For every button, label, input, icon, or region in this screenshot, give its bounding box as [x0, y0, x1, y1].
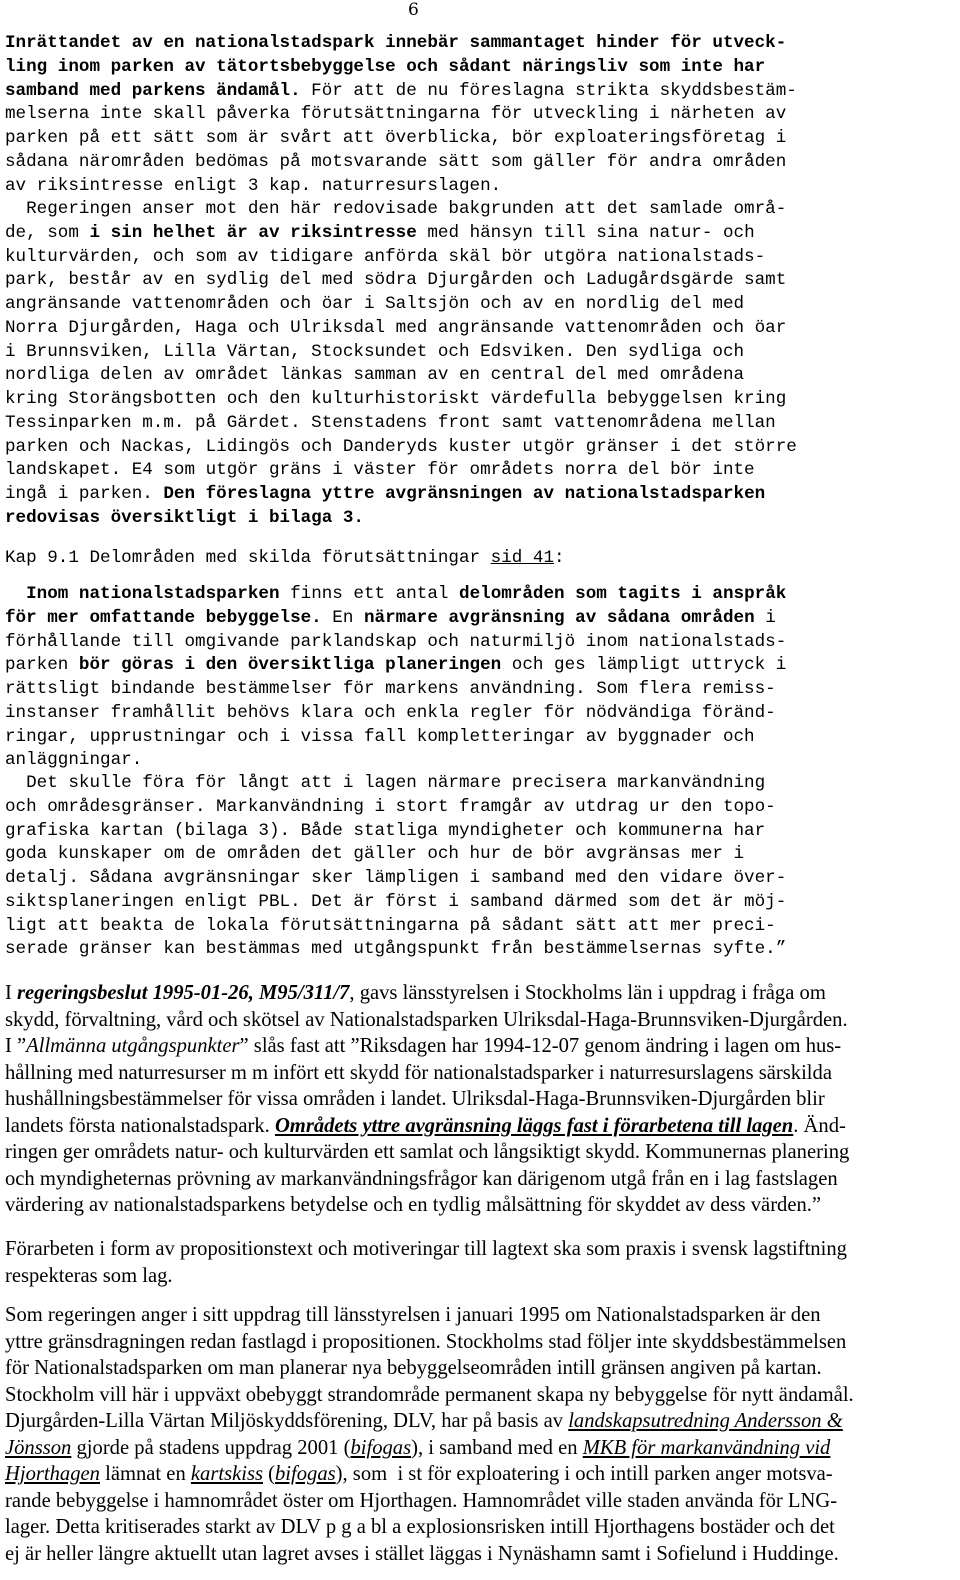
body-paragraph-2 [5, 1236, 955, 1289]
text-line: Stockholm vill här i uppväxt obebyggt strandområde permanent skapa ny bebyggelse för nytt ändamål. [5, 1383, 854, 1406]
text-line: Förarbeten i form av propositionstext och motiveringar till lagtext ska som praxis i svensk lagstiftning [5, 1238, 847, 1260]
text-line: angränsande vattenområden och öar i Saltsjön och av en nordlig del med [5, 294, 745, 314]
reference-mkb: Hjorthagen [5, 1463, 100, 1485]
quote-paragraph-1 [5, 32, 955, 198]
text-line: skydd, förvaltning, vård och skötsel av Nationalstadsparken Ulriksdal-Haga-Brunnsviken-Djurgården. [5, 1008, 848, 1031]
text-line: Kap 9.1 Delområden med skilda förutsättningar sid 41: [5, 548, 565, 568]
text-line: parken bör göras i den översiktliga planeringen och ges lämpligt uttryck i [5, 655, 787, 676]
text-line: ingå i parken. Den föreslagna yttre avgränsningen av nationalstadsparken [5, 484, 766, 504]
section-heading-kap [5, 547, 955, 571]
reference-mkb: MKB för markanvändning vid [582, 1436, 831, 1459]
text-line: hushållningsbestämmelser för vissa områden i landet. Ulriksdal-Haga-Brunnsviken-Djurgården blir [5, 1088, 825, 1110]
text-line: värdering av nationalstadsparkens betydelse och en tydlig målsättning för skyddet av dess värden.” [5, 1194, 822, 1216]
text-line: kulturvärden, och som av tidigare anförda skäl bör utgöra nationalstads- [5, 246, 766, 267]
text-line: landskapet. E4 som utgör gräns i väster för områdets norra del bör inte [5, 460, 755, 481]
text-line: Regeringen anser mot den här redovisade bakgrunden att det samlade områ- [5, 199, 787, 219]
text-line: de, som i sin helhet är av riksintresse med hänsyn till sina natur- och [5, 222, 755, 243]
text-line: siktsplaneringen enligt PBL. Det är först i samband därmed som det är möj- [5, 891, 787, 912]
text-line: och myndigheternas prövning av markanvändningsfrågor kan därigenom utgå från en i lag fastslagen [5, 1167, 838, 1190]
text-line: park, består av en sydlig del med södra Djurgården och Ladugårdsgärde samt [5, 270, 787, 291]
page-reference: sid 41 [490, 548, 555, 568]
text-line: Det skulle föra för långt att i lagen närmare precisera markanvändning [5, 773, 766, 793]
body-paragraph-3 [5, 1302, 955, 1567]
text-line: melserna inte skall påverka förutsättningarna för utveckling i närheten av [5, 104, 787, 125]
text-line: ringen ger områdets natur- och kulturvärden ett samlat och långsiktigt skydd. Kommunernas planering [5, 1141, 850, 1163]
text-line: Norra Djurgården, Haga och Ulriksdal med angränsande vattenområden och öar [5, 317, 787, 338]
text-line: respekteras som lag. [5, 1264, 173, 1287]
text-line: detalj. Sådana avgränsningar sker lämpligen i samband med den vidare över- [5, 868, 787, 888]
text-line: grafiska kartan (bilaga 3). Både statliga myndigheter och kommunerna har [5, 820, 766, 841]
text-line: landets första nationalstadspark. Områdets yttre avgränsning läggs fast i förarbetena till lagen. Änd- [5, 1114, 846, 1137]
text-line: nordliga delen av området länkas samman av en central del med områdena [5, 365, 745, 386]
reference-kartskiss: kartskiss [190, 1463, 263, 1485]
quote-paragraph-4 [5, 772, 955, 962]
text-line: samband med parkens ändamål. För att de nu föreslagna strikta skyddsbestäm- [5, 80, 797, 101]
text-line: Hjorthagen lämnat en kartskiss (bifogas), som i st för exploatering i och intill parken anger motsva- [5, 1463, 833, 1485]
text-line: yttre gränsdragningen redan fastlagd i propositionen. Stockholms stad följer inte skyddsbestämmelsen [5, 1330, 847, 1353]
text-line: parken och Nackas, Lidingös och Danderyds kuster utgör gränser i det större [5, 436, 797, 457]
text-line: serade gränser kan bestämmas med utgångspunkt från bestämmelsernas syfte.” [5, 939, 787, 960]
text-line: Som regeringen anger i sitt uppdrag till länsstyrelsen i januari 1995 om Nationalstadsparken är den [5, 1304, 821, 1326]
text-line: i Brunnsviken, Lilla Värtan, Stocksundet och Edsviken. Den sydliga och [5, 341, 745, 362]
text-line: och områdesgränser. Markanvändning i stort framgår av utdrag ur den topo- [5, 796, 776, 817]
text-line: Tessinparken m.m. på Gärdet. Stenstadens front samt vattenområdena mellan [5, 412, 776, 433]
page-number: 6 [408, 0, 419, 20]
text-line: kring Storängsbotten och den kulturhistoriskt värdefulla bebyggelsen kring [5, 389, 787, 409]
text-line: I ”Allmänna utgångspunkter” slås fast att ”Riksdagen har 1994-12-07 genom ändring i lagen om hus- [5, 1035, 842, 1057]
reference-landskapsutredning: landskapsutredning Andersson & [568, 1410, 843, 1432]
text-line: I regeringsbeslut 1995-01-26, M95/311/7, gavs länsstyrelsen i Stockholms län i uppdrag i fråga om [5, 982, 826, 1004]
text-line: Jönsson gjorde på stadens uppdrag 2001 (bifogas), i samband med en MKB för markanvändning vid [5, 1436, 831, 1459]
reference-bifogas: bifogas [275, 1463, 336, 1485]
text-line: för mer omfattande bebyggelse. En närmare avgränsning av sådana områden i [5, 607, 776, 628]
text-line: goda kunskaper om de områden det gäller och hur de bör avgränsas mer i [5, 844, 745, 865]
text-line: av riksintresse enligt 3 kap. naturresurslagen. [5, 175, 502, 196]
quote-paragraph-3 [5, 583, 955, 773]
text-line: sådana närområden bedömas på motsvarande sätt som gäller för andra områden [5, 151, 787, 172]
body-paragraph-1 [5, 980, 955, 1219]
reference-bifogas: bifogas [350, 1436, 412, 1459]
text-line: ling inom parken av tätortsbebyggelse och sådant näringsliv som inte har [5, 56, 766, 77]
text-line: ligt att beakta de lokala förutsättningarna på sådant sätt att mer preci- [5, 915, 776, 936]
text-line: Inrättandet av en nationalstadspark innebär sammantaget hinder för utveck- [5, 33, 787, 53]
quote-paragraph-2 [5, 198, 955, 531]
text-line: ej är heller längre aktuellt utan lagret avses i stället läggas i Nynäshamn samt i Sofielund i Huddinge. [5, 1542, 839, 1565]
text-line: förhållande till omgivande parklandskap och naturmiljö inom nationalstads- [5, 631, 787, 652]
text-line: rande bebyggelse i hamnområdet öster om Hjorthagen. Hamnområdet ville staden använda för LNG- [5, 1489, 838, 1512]
text-line: ringar, upprustningar och i vissa fall kompletteringar av byggnader och [5, 726, 755, 747]
text-line: parken på ett sätt som är svårt att överblicka, bör exploateringsföretag i [5, 128, 787, 148]
text-line: hållning med naturresurser m m infört ett skydd för nationalstadsparker i naturresurslagens särskilda [5, 1061, 832, 1084]
text-line: rättsligt bindande bestämmelser för markens användning. Som flera remiss- [5, 679, 776, 699]
reference-landskapsutredning: Jönsson [5, 1436, 72, 1459]
text-line: anläggningar. [5, 750, 143, 771]
text-line: Djurgården-Lilla Värtan Miljöskyddsförening, DLV, har på basis av landskapsutredning Andersson & [5, 1410, 843, 1432]
text-line: Inom nationalstadsparken finns ett antal delområden som tagits i anspråk [5, 584, 787, 604]
text-line: för Nationalstadsparken om man planerar nya bebyggelseområden intill gränsen angiven på kartan. [5, 1357, 822, 1379]
text-line: instanser framhållit behövs klara och enkla regler för nödvändiga föränd- [5, 702, 776, 723]
text-line: lager. Detta kritiserades starkt av DLV p g a bl a explosionsrisken intill Hjorthagens bostäder och det [5, 1516, 835, 1538]
text-line: redovisas översiktligt i bilaga 3. [5, 507, 364, 528]
